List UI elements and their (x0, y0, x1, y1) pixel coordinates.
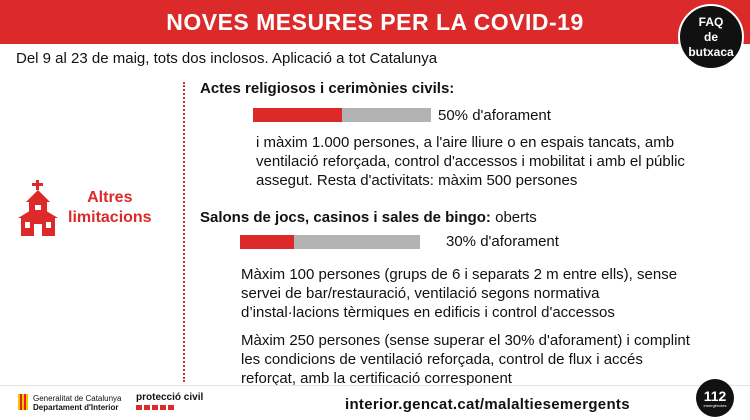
proteccio-civil-text: protecció civil (136, 392, 204, 403)
subtitle: Del 9 al 23 de maig, tots dos inclosos. Aplicació a tot Catalunya (16, 50, 438, 67)
header-banner (0, 0, 750, 44)
faq-badge[interactable] (678, 4, 744, 70)
section-divider (183, 82, 185, 382)
left-panel (16, 178, 181, 238)
capacity-fill-religious (253, 108, 342, 122)
capacity-label-games: 30% d'aforament (446, 233, 559, 250)
paragraph-games-250-line: les condicions de ventilació reforçada, control de flux i accés (241, 351, 643, 368)
capacity-fill-games (240, 235, 294, 249)
section-heading-games-suffix: oberts (490, 209, 537, 226)
footer-url-link[interactable]: interior.gencat.cat/malaltiesemergents (345, 396, 630, 413)
paragraph-games-100 (241, 265, 677, 322)
paragraph-games-100-line: Màxim 100 persones (grups de 6 i separats 2 m entre ells), sense (241, 266, 678, 283)
paragraph-games-250-line: reforçat, amb la certificació corresponent (241, 370, 512, 387)
badge-112-sub: emergències (703, 402, 727, 408)
badge-112-number: 112 (703, 387, 727, 404)
paragraph-religious (256, 133, 685, 190)
capacity-bar-religious (253, 108, 431, 122)
faq-badge-line1: FAQ (698, 14, 724, 29)
page-title: NOVES MESURES PER LA COVID-19 (166, 8, 584, 35)
section-heading-religious (200, 80, 454, 97)
capacity-label-religious: 50% d'aforament (438, 107, 551, 124)
paragraph-games-100-line: servei de bar/restauració, ventilació segons normativa (241, 285, 600, 302)
paragraph-religious-line: ventilació reforçada, control d'accessos i mobilitat i amb el públic (256, 153, 685, 170)
left-label (68, 188, 152, 228)
emergency-112-badge[interactable] (696, 379, 734, 417)
gencat-text (33, 394, 122, 412)
faq-badge-line3: butxaca (688, 44, 734, 59)
section-heading-religious-text: Actes religiosos i cerimònies civils: (200, 80, 455, 97)
paragraph-games-250-line: Màxim 250 persones (sense superar el 30% d'aforament) i complint (241, 332, 690, 349)
section-heading-games (200, 209, 537, 226)
left-label-line2: limitacions (68, 209, 152, 226)
section-heading-games-text: Salons de jocs, casinos i sales de bingo: (200, 209, 491, 226)
left-label-line1: Altres (87, 189, 133, 206)
proteccio-civil-bars-icon (136, 405, 203, 410)
gencat-line2: Departament d'Interior (33, 403, 119, 412)
gencat-logo[interactable] (18, 394, 122, 412)
gencat-line1: Generalitat de Catalunya (33, 394, 122, 403)
faq-badge-line2: de (703, 29, 718, 44)
paragraph-religious-line: i màxim 1.000 persones, a l'aire lliure o en espais tancats, amb (256, 134, 675, 151)
footer-divider (0, 385, 750, 386)
proteccio-civil-logo[interactable] (136, 392, 203, 410)
capacity-bar-games (240, 235, 420, 249)
paragraph-religious-line: assegut. Resta d'activitats: màxim 500 persones (256, 172, 578, 189)
paragraph-games-100-line: d’instal·lacions tèrmiques en edificis i control d'accessos (241, 304, 615, 321)
senyera-icon (18, 394, 28, 410)
paragraph-games-250 (241, 331, 690, 388)
church-icon (16, 180, 60, 236)
